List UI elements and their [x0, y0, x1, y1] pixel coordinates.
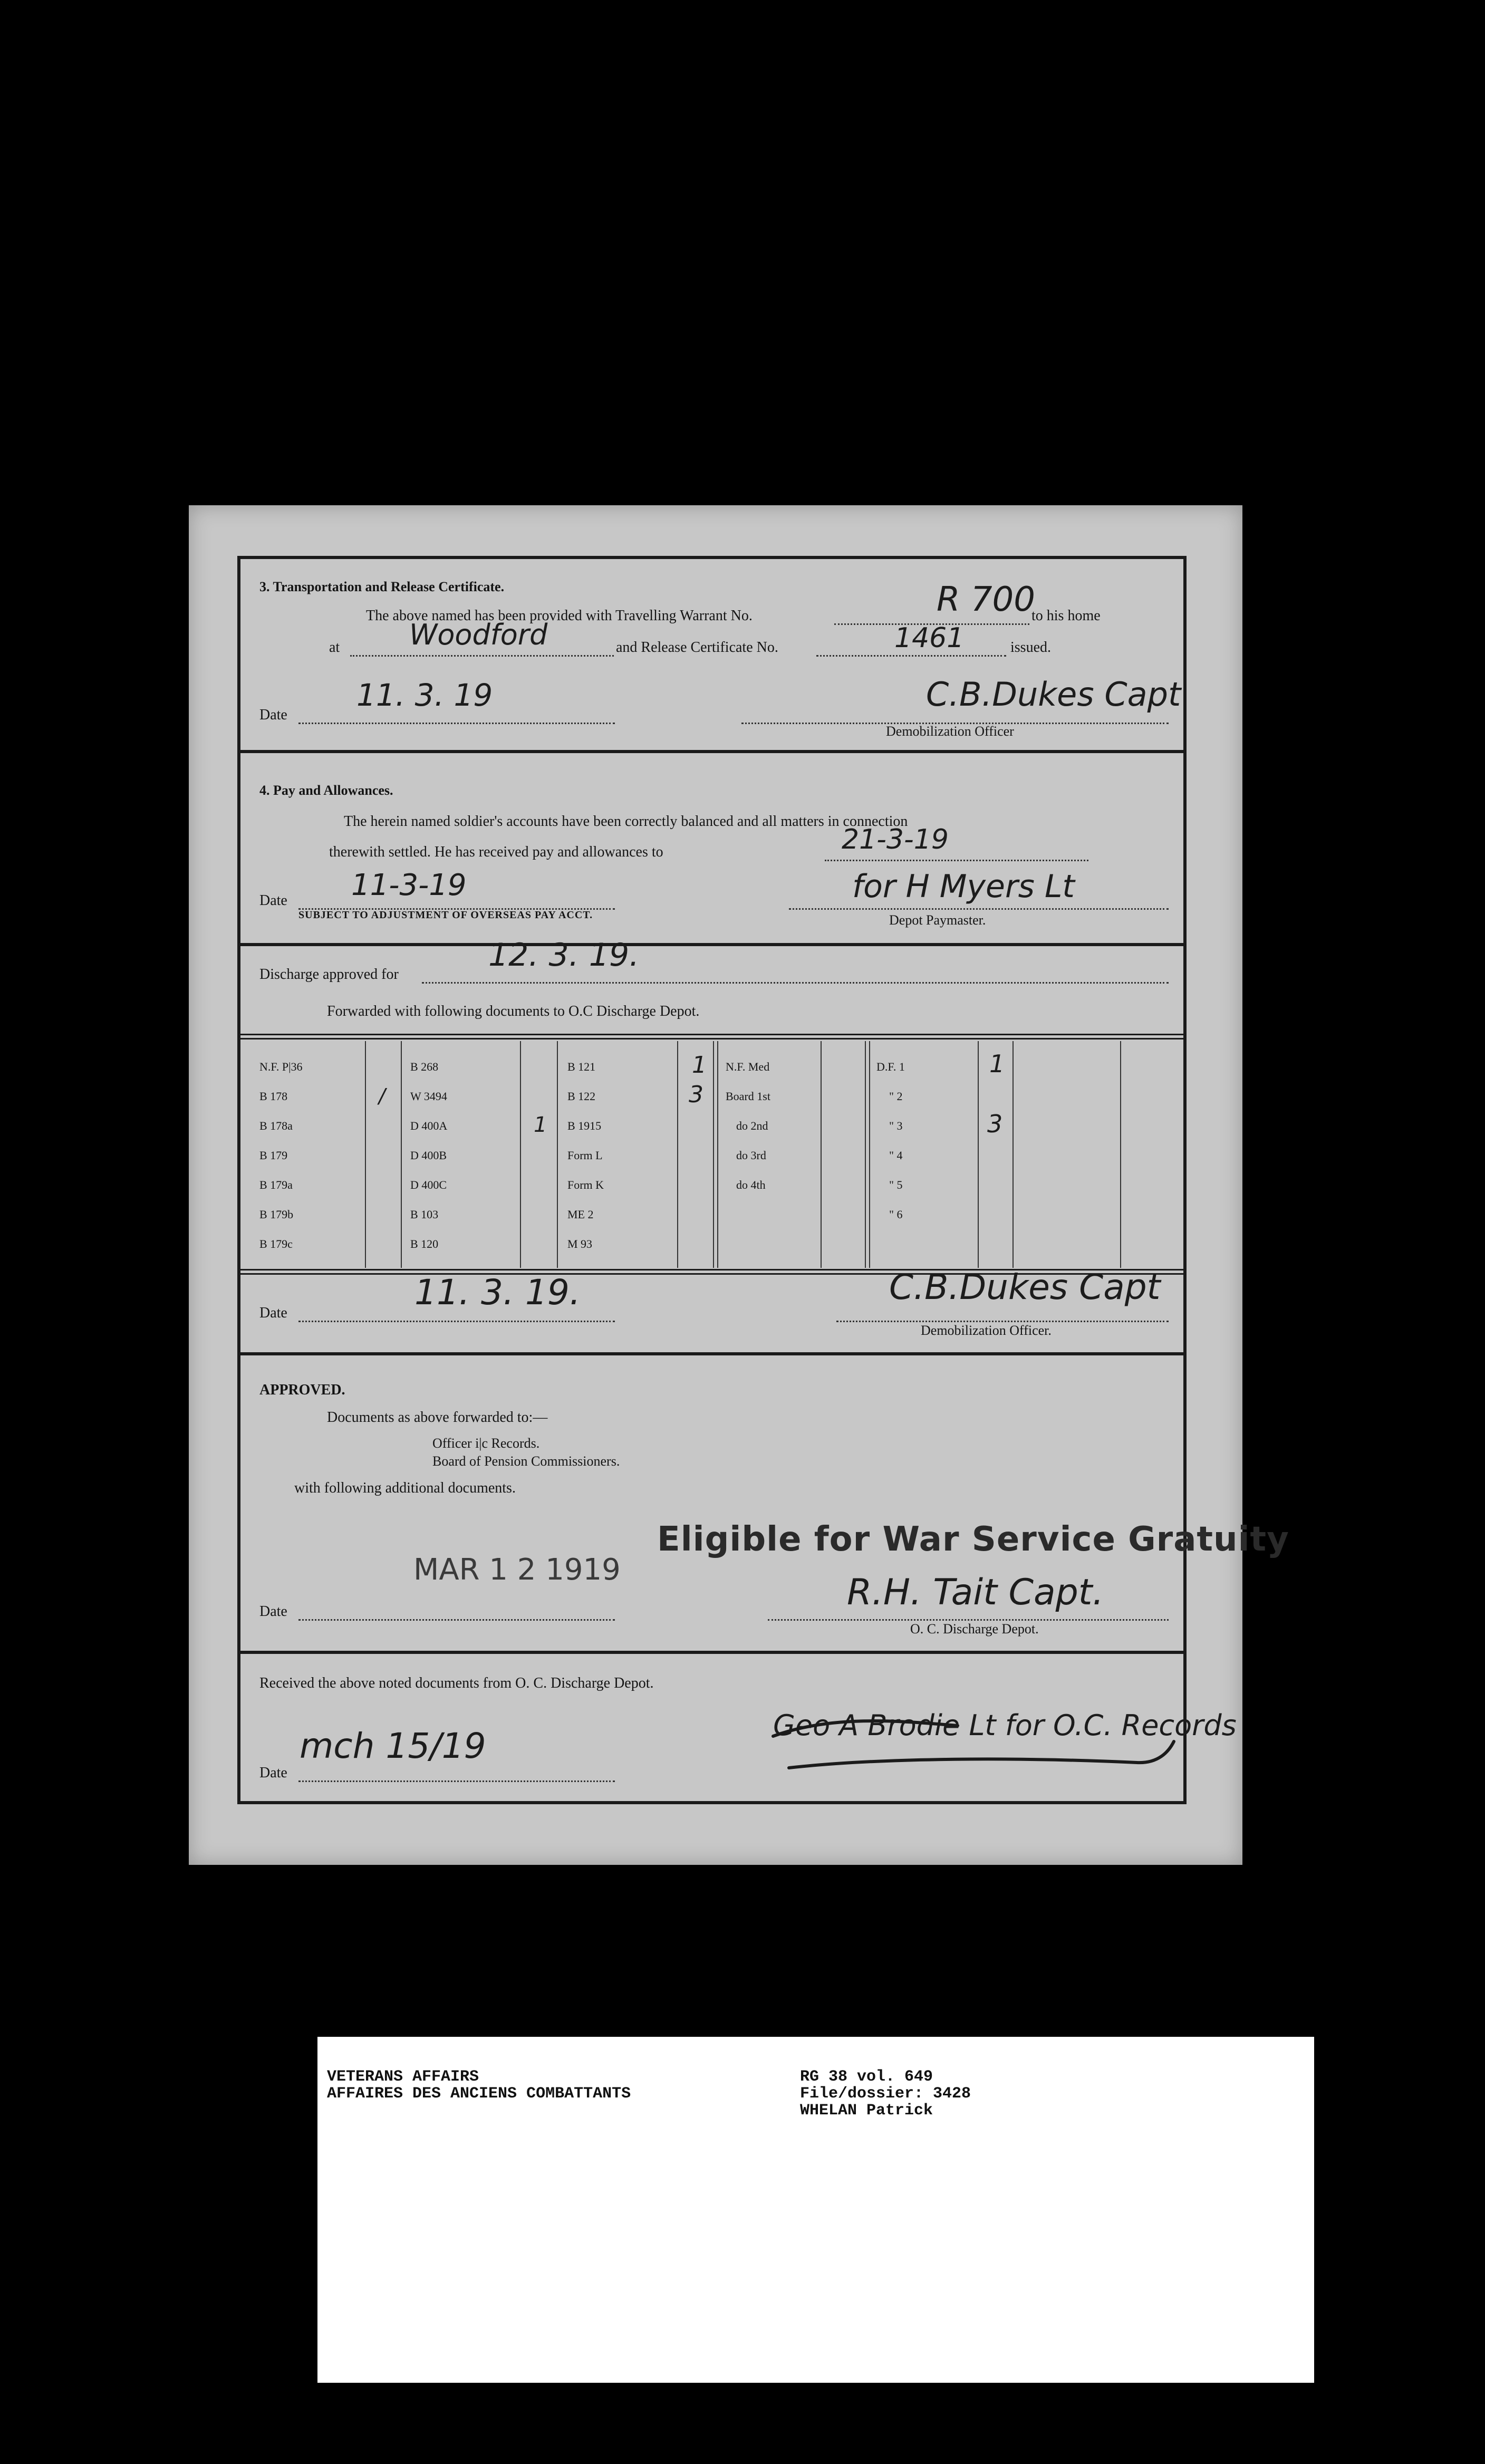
discharge-form-page	[189, 505, 1289, 1865]
demob2-signature: C.B.Dukes Capt	[889, 1267, 1161, 1307]
officer-records-text: Officer i|c Records.	[432, 1436, 540, 1451]
overseas-pay-stamp: SUBJECT TO ADJUSTMENT OF OVERSEAS PAY ACCT.	[298, 909, 593, 921]
received-date-value: mch 15/19	[300, 1726, 486, 1766]
discharge-approved-value: 12. 3. 19.	[488, 937, 640, 974]
doc-col2-row5: D 400C	[410, 1178, 447, 1191]
doc-col3-row6: ME 2	[567, 1208, 594, 1221]
demob2-date-label: Date	[259, 1305, 287, 1321]
doc-col1-row5: B 179a	[259, 1178, 293, 1191]
additional-documents-text: with following additional documents.	[294, 1480, 516, 1496]
doc-col5-row1: D.F. 1	[876, 1060, 905, 1073]
table-top-rule	[240, 1034, 1183, 1035]
check-mark: 1	[989, 1050, 1005, 1078]
section-divider	[240, 1651, 1183, 1654]
doc-col2-row3: D 400A	[410, 1119, 448, 1132]
discharge-approved-label: Discharge approved for	[259, 966, 399, 983]
section3-heading: 3. Transportation and Release Certificate.	[259, 579, 505, 594]
doc-col3-row1: B 121	[567, 1060, 596, 1073]
discharge-depot-signature: R.H. Tait Capt.	[847, 1572, 1104, 1613]
doc-col5-row3: " 3	[889, 1119, 903, 1132]
section-divider	[240, 1352, 1183, 1355]
warrant-number: R 700	[937, 580, 1035, 619]
release-certificate-label: and Release Certificate No.	[616, 639, 778, 656]
doc-col4-row4: do 3rd	[736, 1149, 766, 1162]
home-place: Woodford	[409, 618, 548, 651]
doc-col1-row3: B 178a	[259, 1119, 293, 1132]
doc-col2-row6: B 103	[410, 1208, 439, 1221]
at-label: at	[329, 639, 340, 656]
doc-col2-row2: W 3494	[410, 1090, 447, 1103]
doc-col1-row2: B 178	[259, 1090, 288, 1103]
archive-reference-card	[317, 2037, 1314, 2383]
doc-col3-row4: Form L	[567, 1149, 603, 1162]
release-number: 1461	[894, 622, 965, 654]
approved-date-label: Date	[259, 1603, 287, 1620]
doc-col5-row5: " 5	[889, 1178, 903, 1191]
section4-date-label: Date	[259, 892, 287, 909]
section4-heading: 4. Pay and Allowances.	[259, 783, 393, 798]
paid-to-date: 21-3-19	[842, 824, 949, 855]
doc-col3-row2: B 122	[567, 1090, 596, 1103]
archive-line2: AFFAIRES DES ANCIENS COMBATTANTS	[327, 2085, 631, 2103]
section3-signature: C.B.Dukes Capt	[926, 675, 1181, 714]
depot-paymaster-label: Depot Paymaster.	[889, 912, 986, 928]
demob2-officer-label: Demobilization Officer.	[921, 1323, 1052, 1338]
doc-col4-row5: do 4th	[736, 1178, 766, 1191]
doc-col5-row6: " 6	[889, 1208, 903, 1221]
table-top-rule	[240, 1038, 1183, 1040]
check-mark: 3	[689, 1081, 703, 1108]
doc-col3-row7: M 93	[567, 1237, 593, 1250]
paymaster-signature: for H Myers Lt	[852, 868, 1075, 905]
signature-flourish	[768, 1705, 1179, 1784]
archive-line1: VETERANS AFFAIRS	[327, 2068, 479, 2086]
pension-board-text: Board of Pension Commissioners.	[432, 1454, 620, 1469]
section4-date-value: 11-3-19	[351, 868, 467, 902]
doc-col5-row4: " 4	[889, 1149, 903, 1162]
forwarded-to-text: Documents as above forwarded to:—	[327, 1409, 548, 1426]
doc-col4-row2: Board 1st	[726, 1090, 770, 1103]
issued-label: issued.	[1010, 639, 1051, 656]
date-stamp: MAR 1 2 1919	[413, 1553, 621, 1587]
doc-col3-row3: B 1915	[567, 1119, 602, 1132]
received-text: Received the above noted documents from O. C. Discharge Depot.	[259, 1675, 654, 1691]
discharge-depot-label: O. C. Discharge Depot.	[910, 1621, 1039, 1637]
check-mark: 3	[987, 1110, 1003, 1138]
check-mark: /	[379, 1084, 385, 1108]
gratuity-stamp: Eligible for War Service Gratuity	[657, 1520, 1289, 1559]
section4-line2: therewith settled. He has received pay and allowances to	[329, 844, 663, 860]
archive-ref2: File/dossier: 3428	[800, 2085, 971, 2103]
doc-col4-row1: N.F. Med	[726, 1060, 770, 1073]
section3-line1: The above named has been provided with Travelling Warrant No.	[366, 608, 753, 624]
received-date-label: Date	[259, 1765, 287, 1781]
section-divider	[240, 943, 1183, 946]
doc-col1-row4: B 179	[259, 1149, 288, 1162]
form-frame	[237, 556, 1289, 1804]
approved-heading: APPROVED.	[259, 1382, 345, 1398]
doc-col1-row1: N.F. P|36	[259, 1060, 303, 1073]
doc-col2-row1: B 268	[410, 1060, 439, 1073]
forwarded-documents-text: Forwarded with following documents to O.C Discharge Depot.	[327, 1003, 700, 1019]
doc-col5-row2: " 2	[889, 1090, 903, 1103]
doc-col1-row6: B 179b	[259, 1208, 294, 1221]
records-signature: Geo A Brodie Lt for O.C. Records	[773, 1709, 1237, 1742]
doc-col3-row5: Form K	[567, 1178, 604, 1191]
section3-line1-end: to his home	[1031, 608, 1101, 624]
section3-date-value: 11. 3. 19	[356, 677, 493, 713]
archive-ref1: RG 38 vol. 649	[800, 2068, 933, 2086]
doc-col1-row7: B 179c	[259, 1237, 293, 1250]
check-mark: 1	[692, 1052, 707, 1079]
section4-line1: The herein named soldier's accounts have been correctly balanced and all matters in connection	[344, 813, 908, 830]
demob2-date-value: 11. 3. 19.	[414, 1272, 581, 1313]
doc-col2-row7: B 120	[410, 1237, 439, 1250]
archive-ref3: WHELAN Patrick	[800, 2102, 933, 2120]
demobilization-officer-label: Demobilization Officer	[886, 724, 1014, 739]
doc-col2-row4: D 400B	[410, 1149, 447, 1162]
section-divider	[240, 750, 1183, 753]
doc-col4-row3: do 2nd	[736, 1119, 768, 1132]
check-mark: 1	[534, 1113, 547, 1137]
section3-date-label: Date	[259, 707, 287, 723]
